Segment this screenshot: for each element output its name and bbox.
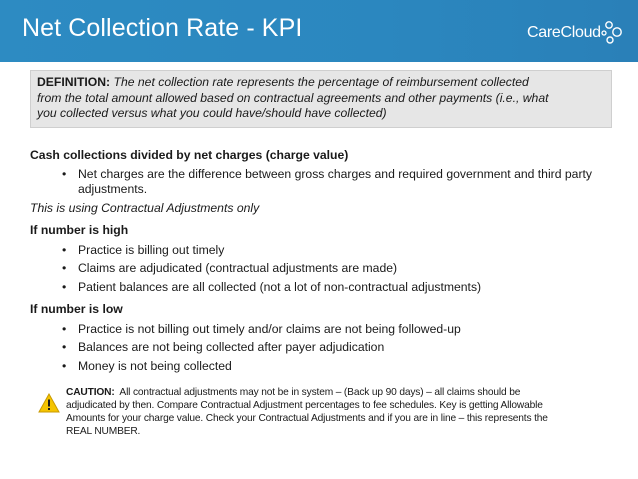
caution-line-4: REAL NUMBER. [66,426,141,437]
list-item: • Balances are not being collected after payer adjudication [62,340,385,354]
caution-line-2: adjudicated by then. Compare Contractual Adjustment percentages to fee schedules. Key is getting Allowable [66,400,543,411]
list-item: • Net charges are the difference between gross charges and required government and third party [62,166,592,181]
caution-line-1 [66,386,606,399]
caution-text-1: All contractual adjustments may not be in system – (Back up 90 days) – all claims should be [119,387,521,398]
list-item: • Practice is billing out timely [62,242,225,257]
warning-icon [38,393,60,413]
formula-list [30,167,620,198]
definition-label: DEFINITION: [37,75,111,89]
list-item-continuation [30,182,620,198]
definition-text-1: The net collection rate represents the percentage of reimbursement collected [113,75,529,89]
list-item-text: Net charges are the difference between gross charges and required government and third party [78,166,592,181]
carecloud-logo [527,18,627,46]
header-bar [0,0,638,62]
low-list [30,322,620,375]
page-title: Net Collection Rate - KPI [22,14,303,42]
list-item-text: Practice is not billing out timely and/or claims are not being followed-up [78,321,461,336]
list-item: • Money is not being collected [62,358,232,373]
high-list [30,243,620,296]
list-item-text: adjustments. [78,182,148,196]
list-item-text: Claims are adjudicated (contractual adjustments are made) [78,261,398,275]
logo-text: CareCloud [527,24,601,41]
list-item-text: Patient balances are all collected (not a lot of non-contractual adjustments) [78,279,482,294]
caution-label: CAUTION: [66,387,115,398]
list-item-text: Money is not being collected [78,358,232,373]
definition-line-1 [37,75,603,91]
carecloud-circles-icon [595,18,625,46]
contractual-note: This is using Contractual Adjustments only [30,200,260,215]
caution-line-3: Amounts for your charge value. Check your Contractual Adjustments and if you are in line – this represents the [66,413,548,424]
formula-heading: Cash collections divided by net charges (charge value) [30,148,349,162]
list-item: • Patient balances are all collected (not a lot of non-contractual adjustments) [62,279,482,294]
list-item: • Practice is not billing out timely and/or claims are not being followed-up [62,321,461,336]
definition-line-3: you collected versus what you could have/should have collected) [37,106,387,120]
low-heading: If number is low [30,302,123,316]
definition-box [30,70,612,128]
caution-text [66,386,606,438]
main-content [30,148,620,374]
definition-line-2: from the total amount allowed based on contractual agreements and other payments (i.e., what [37,90,549,105]
list-item-text: Balances are not being collected after payer adjudication [78,340,385,354]
high-heading: If number is high [30,223,129,237]
list-item: • Claims are adjudicated (contractual adjustments are made) [62,261,398,275]
list-item-text: Practice is billing out timely [78,242,225,257]
